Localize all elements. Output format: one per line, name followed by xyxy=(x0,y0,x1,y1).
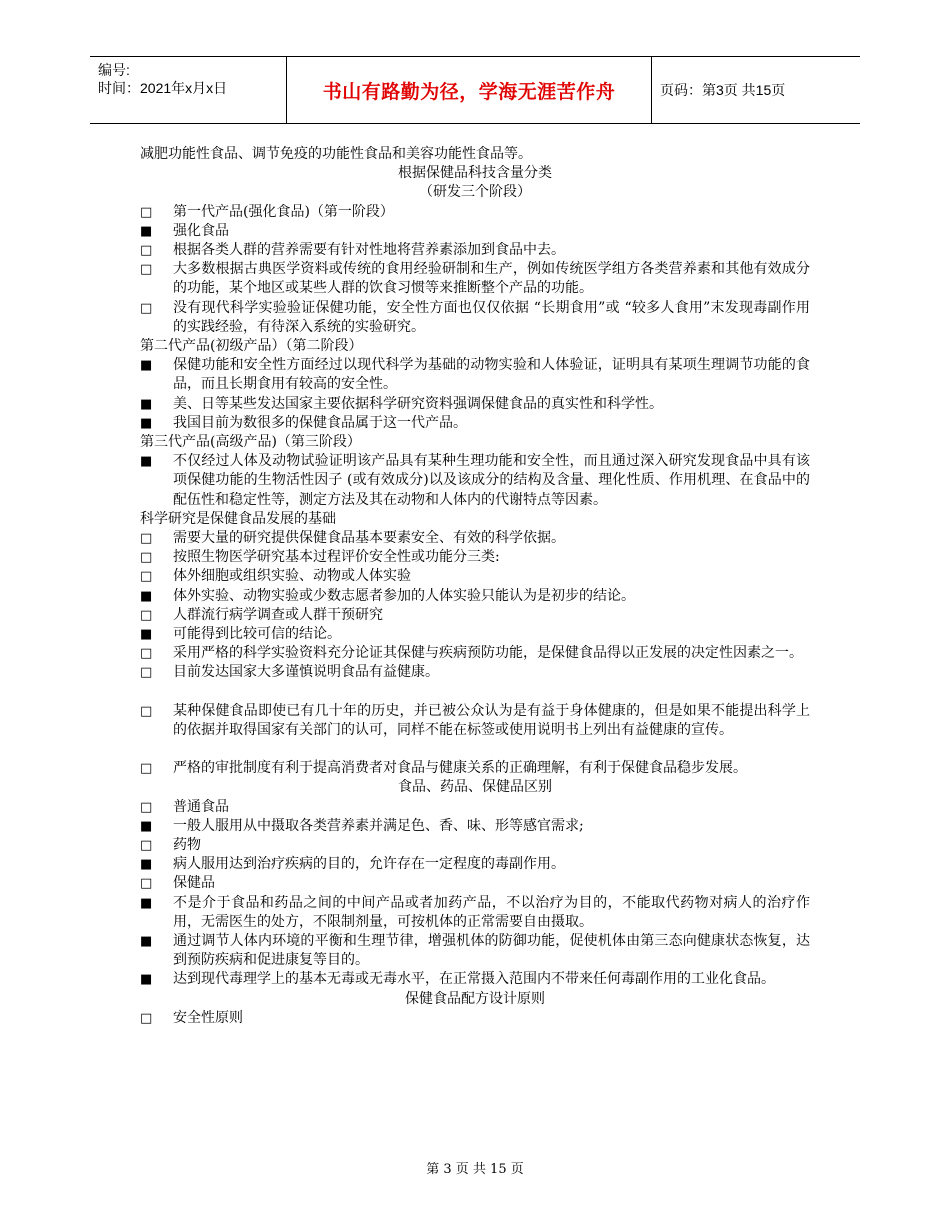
hollow-square-bullet-icon: □ xyxy=(140,703,153,719)
solid-square-bullet-icon: ■ xyxy=(140,857,153,873)
bullet-text: 通过调节人体内环境的平衡和生理节律，增强机体的防御功能，促使机体由第三态向健康状态恢复，达到预防疾病和促进康复等目的。 xyxy=(173,932,810,969)
bullet-item xyxy=(140,894,810,932)
bullet-item xyxy=(140,759,810,778)
section-heading: 保健食品配方设计原则 xyxy=(405,990,545,1007)
bullet-item xyxy=(140,817,810,836)
bullet-text: 体外实验、动物实验或少数志愿者参加的人体实验只能认为是初步的结论。 xyxy=(173,587,635,604)
bullet-item xyxy=(140,798,810,817)
solid-square-bullet-icon: ■ xyxy=(140,454,153,470)
solid-square-bullet-icon: ■ xyxy=(140,972,153,988)
number-label: 编号: xyxy=(98,62,130,78)
page-footer: 第 3 页 共 15 页 xyxy=(426,1162,524,1177)
bullet-text: 我国目前为数很多的保健食品属于这一代产品。 xyxy=(173,414,467,431)
bullet-text: 病人服用达到治疗疾病的目的，允许存在一定程度的毒副作用。 xyxy=(173,856,565,873)
bullet-text: 大多数根据古典医学资料或传统的食用经验研制和生产，例如传统医学组方各类营养素和其他有效成分的功能，某个地区或某些人群的饮食习惯等来推断整个产品的功能。 xyxy=(173,261,810,297)
bullet-item xyxy=(140,644,810,663)
bullet-text: 安全性原则 xyxy=(173,1009,243,1026)
blank-line xyxy=(140,683,810,702)
paragraph: 科学研究是保健食品发展的基础 xyxy=(140,510,336,527)
solid-square-bullet-icon: ■ xyxy=(140,358,153,374)
solid-square-bullet-icon: ■ xyxy=(140,415,153,431)
bullet-text: 一般人服用从中摄取各类营养素并满足色、香、味、形等感官需求; xyxy=(173,817,584,834)
bullet-item xyxy=(140,203,810,222)
bullet-item xyxy=(140,356,810,394)
bullet-item xyxy=(140,395,810,414)
page-info: 页码：第3页 共15页 xyxy=(660,82,786,98)
bullet-text: 某种保健食品即使已有几十年的历史，并已被公众认为是有益于身体健康的，但是如果不能提出科学上的依据并取得国家有关部门的认可，同样不能在标签或使用说明书上列出有益健康的宣传。 xyxy=(173,702,810,738)
bullet-text: 保健品 xyxy=(173,875,215,892)
bullet-item xyxy=(140,452,810,510)
hollow-square-bullet-icon: □ xyxy=(140,550,153,566)
hollow-square-bullet-icon: □ xyxy=(140,665,153,681)
solid-square-bullet-icon: ■ xyxy=(140,818,153,834)
bullet-item xyxy=(140,548,810,567)
bullet-item xyxy=(140,1009,810,1028)
hollow-square-bullet-icon: □ xyxy=(140,243,153,259)
bullet-item xyxy=(140,241,810,260)
bullet-text: 不是介于食品和药品之间的中间产品或者加药产品，不以治疗为目的，不能取代药物对病人的治疗作用，无需医生的处方，不限制剂量，可按机体的正常需要自由摄取。 xyxy=(173,894,810,930)
bullet-text: 采用严格的科学实验资料充分论证其保健与疾病预防功能，是保健食品得以正发展的决定性因素之一。 xyxy=(173,645,803,662)
bullet-text: 人群流行病学调查或人群干预研究 xyxy=(173,606,383,623)
bullet-text: 药物 xyxy=(173,836,201,853)
bullet-item xyxy=(140,567,810,586)
solid-square-bullet-icon: ■ xyxy=(140,223,153,239)
bullet-item xyxy=(140,874,810,893)
time-label: 时间：2021年x月x日 xyxy=(98,80,228,96)
header-left xyxy=(90,57,286,123)
bullet-text: 体外细胞或组织实验、动物或人体实验 xyxy=(173,568,411,585)
blank-line xyxy=(140,740,810,759)
bullet-text: 美、日等某些发达国家主要依据科学研究资料强调保健食品的真实性和科学性。 xyxy=(173,395,663,412)
hollow-square-bullet-icon: □ xyxy=(140,204,153,220)
bullet-text: 强化食品 xyxy=(173,222,229,239)
hollow-square-bullet-icon: □ xyxy=(140,646,153,662)
bullet-item xyxy=(140,625,810,644)
header-right xyxy=(650,57,860,123)
bullet-text: 目前发达国家大多谨慎说明食品有益健康。 xyxy=(173,664,439,681)
bullet-text: 普通食品 xyxy=(173,798,229,815)
bullet-text: 可能得到比较可信的结论。 xyxy=(173,626,341,643)
bullet-text: 严格的审批制度有利于提高消费者对食品与健康关系的正确理解，有利于保健食品稳步发展。 xyxy=(173,760,747,777)
bullet-item xyxy=(140,587,810,606)
hollow-square-bullet-icon: □ xyxy=(140,799,153,815)
page-header xyxy=(90,56,860,124)
hollow-square-bullet-icon: □ xyxy=(140,300,153,316)
hollow-square-bullet-icon: □ xyxy=(140,262,153,278)
bullet-item xyxy=(140,299,810,337)
bullet-item xyxy=(140,663,810,682)
bullet-item xyxy=(140,932,810,970)
motto-text: 书山有路勤为径，学海无涯苦作舟 xyxy=(322,80,616,103)
solid-square-bullet-icon: ■ xyxy=(140,588,153,604)
bullet-item xyxy=(140,260,810,298)
bullet-item xyxy=(140,836,810,855)
paragraph: 减肥功能性食品、调节免疫的功能性食品和美容功能性食品等。 xyxy=(140,146,532,162)
bullet-item xyxy=(140,529,810,548)
hollow-square-bullet-icon: □ xyxy=(140,531,153,547)
bullet-text: 达到现代毒理学上的基本无毒或无毒水平，在正常摄入范围内不带来任何毒副作用的工业化食品。 xyxy=(173,971,775,988)
bullet-text: 第一代产品(强化食品)（第一阶段） xyxy=(173,203,394,220)
paragraph: 第三代产品(高级产品)（第三阶段） xyxy=(140,434,361,451)
paragraph: 第二代产品(初级产品）（第二阶段） xyxy=(140,338,363,355)
bullet-item xyxy=(140,702,810,740)
hollow-square-bullet-icon: □ xyxy=(140,1010,153,1026)
solid-square-bullet-icon: ■ xyxy=(140,895,153,911)
section-heading: （研发三个阶段） xyxy=(419,184,531,201)
bullet-item xyxy=(140,222,810,241)
document-body xyxy=(140,145,810,1028)
bullet-text: 不仅经过人体及动物试验证明该产品具有某种生理功能和安全性，而且通过深入研究发现食品中具有该项保健功能的生物活性因子 (或有效成分)以及该成分的结构及含量、理化性质、作用机理、在食品中的配伍性和稳定性等，测定方法及其在动物和人体内的代谢特点等因素。 xyxy=(173,453,810,508)
solid-square-bullet-icon: ■ xyxy=(140,933,153,949)
section-heading: 根据保健品科技含量分类 xyxy=(398,165,552,182)
header-motto-cell xyxy=(286,57,652,123)
bullet-item xyxy=(140,970,810,989)
bullet-text: 按照生物医学研究基本过程评价安全性或功能分三类: xyxy=(173,549,500,566)
bullet-text: 根据各类人群的营养需要有针对性地将营养素添加到食品中去。 xyxy=(173,242,565,259)
section-heading: 食品、药品、保健品区别 xyxy=(398,779,552,796)
hollow-square-bullet-icon: □ xyxy=(140,876,153,892)
hollow-square-bullet-icon: □ xyxy=(140,837,153,853)
bullet-item xyxy=(140,855,810,874)
bullet-text: 没有现代科学实验验证保健功能，安全性方面也仅仅依据 “长期食用”或 “较多人食用”末发现毒副作用的实践经验，有待深入系统的实验研究。 xyxy=(173,299,810,335)
solid-square-bullet-icon: ■ xyxy=(140,627,153,643)
hollow-square-bullet-icon: □ xyxy=(140,607,153,623)
hollow-square-bullet-icon: □ xyxy=(140,569,153,585)
bullet-item xyxy=(140,606,810,625)
bullet-text: 需要大量的研究提供保健食品基本要素安全、有效的科学依据。 xyxy=(173,530,565,547)
bullet-item xyxy=(140,414,810,433)
solid-square-bullet-icon: ■ xyxy=(140,396,153,412)
bullet-text: 保健功能和安全性方面经过以现代科学为基础的动物实验和人体验证，证明具有某项生理调节功能的食品，而且长期食用有较高的安全性。 xyxy=(173,357,810,393)
hollow-square-bullet-icon: □ xyxy=(140,761,153,777)
